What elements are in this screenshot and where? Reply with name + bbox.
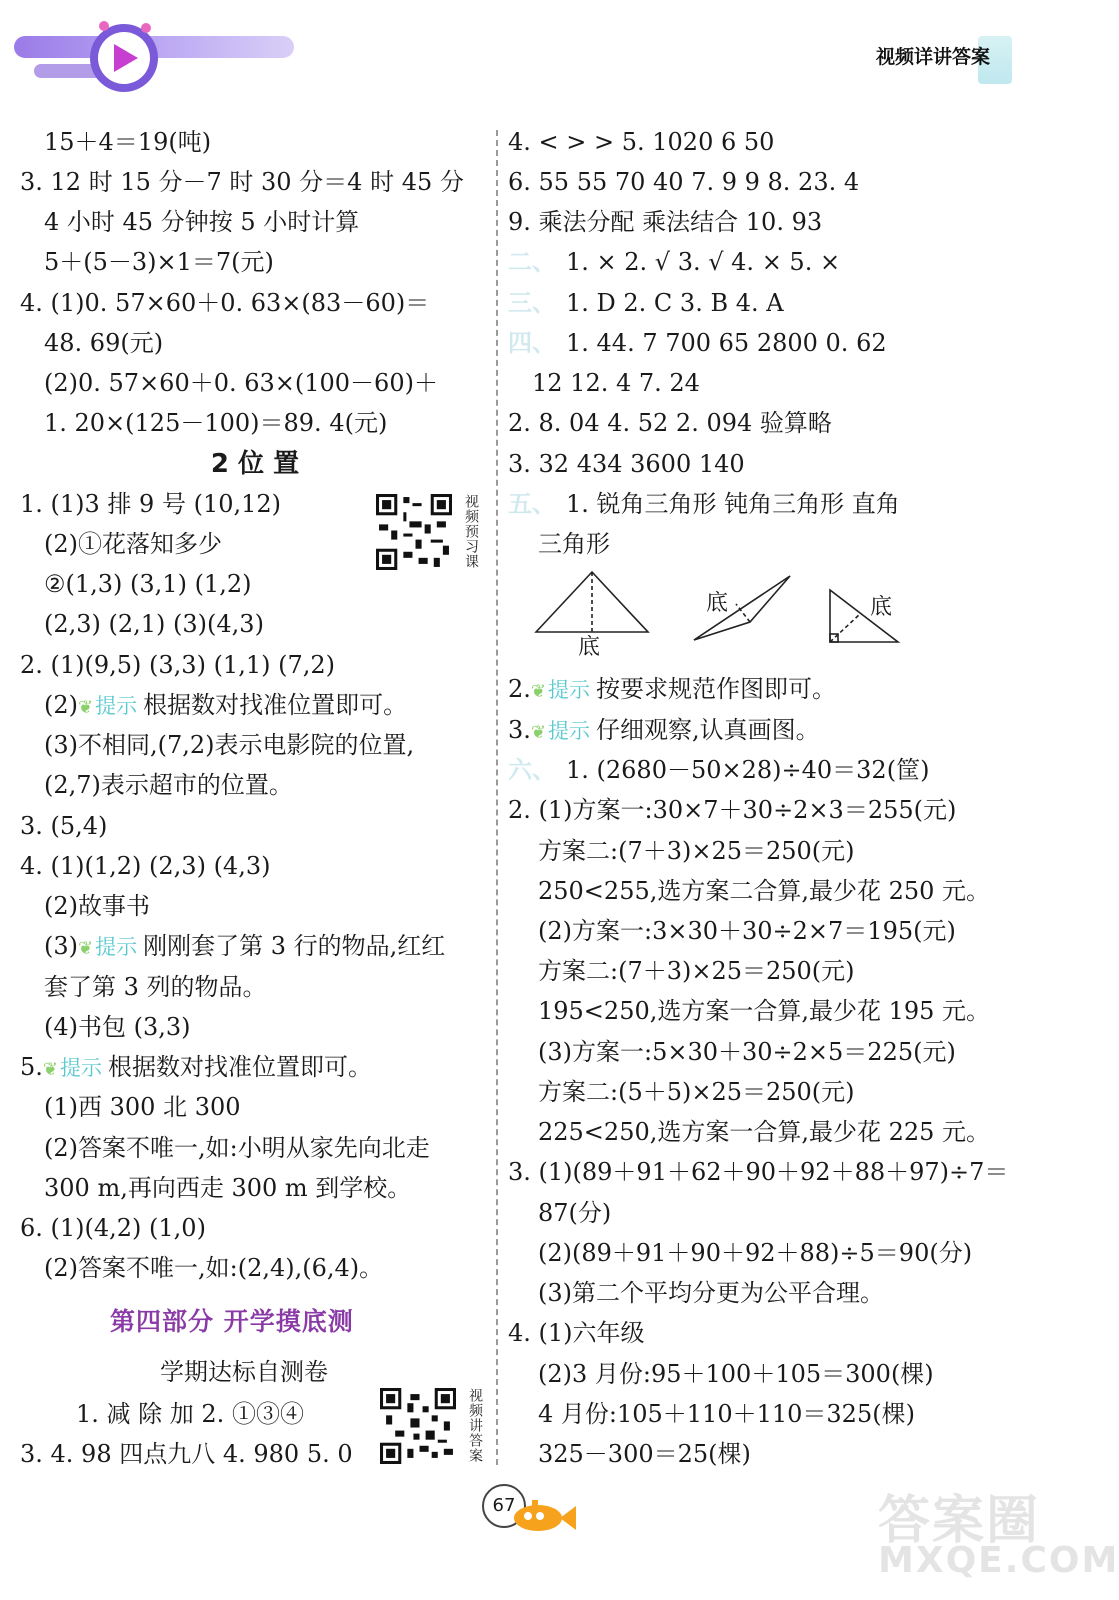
answer-line: 2. (1)(9,5) (3,3) (1,1) (7,2) xyxy=(20,651,335,679)
qr-caption: 视频讲答案 xyxy=(467,1388,483,1463)
answer-line: 3. 4. 98 四点九八 4. 980 5. 0 xyxy=(20,1440,353,1468)
answer-line: (3)第二个平均分更为公平合理。 xyxy=(538,1279,884,1307)
answer-text: 1. (2680－50×28)÷40＝32(筐) xyxy=(566,756,930,784)
answer-line: (3)不相同,(7,2)表示电影院的位置, xyxy=(44,731,415,759)
section-mark: 四、 xyxy=(508,328,556,357)
figure-label: 底 xyxy=(578,635,601,660)
answer-line: 48. 69(元) xyxy=(44,329,164,357)
answer-line: (2,3) (2,1) (3)(4,3) xyxy=(44,610,264,638)
answer-line: (1)西 300 北 300 xyxy=(44,1093,241,1121)
hint-text: 按要求规范作图即可。 xyxy=(596,675,836,703)
answer-line: 三角形 xyxy=(538,530,610,558)
qr-caption: 视频预习课 xyxy=(463,494,479,569)
answer-text: 1. × 2. √ 3. √ 4. × 5. × xyxy=(566,248,841,276)
hint-line xyxy=(20,685,407,725)
answer-line: (2)①花落知多少 xyxy=(44,530,222,558)
answer-text: 1. 44. 7 700 65 2800 0. 62 xyxy=(566,329,887,357)
hint-text: 刚刚套了第 3 行的物品,红红 xyxy=(143,932,446,960)
answer-line: (2,7)表示超市的位置。 xyxy=(44,771,293,799)
qr-code[interactable] xyxy=(376,494,452,570)
hint-label: 提示 xyxy=(548,678,590,702)
leaf-icon: ❦ xyxy=(530,722,546,743)
hint-text: 根据数对找准位置即可。 xyxy=(143,691,408,719)
hint-line xyxy=(20,1047,372,1087)
answer-line: 2. 8. 04 4. 52 2. 094 验算略 xyxy=(508,409,832,437)
answer-line: 250<255,选方案二合算,最少花 250 元。 xyxy=(538,877,991,905)
answer-line: 87(分) xyxy=(538,1199,612,1227)
hint-text: 根据数对找准位置即可。 xyxy=(108,1053,372,1081)
answer-line: (2)答案不唯一,如:小明从家先向北走 xyxy=(44,1134,430,1162)
hint-prefix: (2) xyxy=(44,691,78,719)
answer-line: 5＋(5－3)×1＝7(元) xyxy=(44,248,274,276)
answer-line: 300 m,再向西走 300 m 到学校。 xyxy=(44,1174,412,1202)
answer-line: 6. (1)(4,2) (1,0) xyxy=(20,1214,206,1242)
hint-label: 提示 xyxy=(95,694,138,718)
answer-line: (2)故事书 xyxy=(44,892,150,920)
answer-line: ②(1,3) (3,1) (1,2) xyxy=(44,570,252,598)
hint-line xyxy=(508,669,836,709)
hint-prefix: 3. xyxy=(508,716,531,744)
answer-text: 1. 锐角三角形 钝角三角形 直角 xyxy=(566,490,900,518)
answer-line: (4)书包 (3,3) xyxy=(44,1013,191,1041)
answer-line: 方案二:(7＋3)×25＝250(元) xyxy=(538,837,855,865)
qr-code[interactable] xyxy=(380,1388,456,1464)
answer-line: 9. 乘法分配 乘法结合 10. 93 xyxy=(508,208,823,236)
answer-line: 方案二:(7＋3)×25＝250(元) xyxy=(538,957,855,985)
hint-line xyxy=(20,926,445,966)
figure-label: 底 xyxy=(870,595,893,620)
section-mark: 六、 xyxy=(508,755,556,784)
answer-line: 方案二:(5＋5)×25＝250(元) xyxy=(538,1078,855,1106)
answer-line: 15＋4＝19(吨) xyxy=(44,128,212,156)
answer-line: 1. 20×(125－100)＝89. 4(元) xyxy=(44,409,388,437)
leaf-icon: ❦ xyxy=(530,681,546,702)
leaf-icon: ❦ xyxy=(42,1059,58,1080)
leaf-icon: ❦ xyxy=(78,938,94,959)
answer-line: 套了第 3 列的物品。 xyxy=(44,973,267,1001)
hint-prefix: (3) xyxy=(44,932,78,960)
answer-line: 4. (1)0. 57×60＋0. 63×(83－60)＝ xyxy=(20,289,430,317)
header-banner xyxy=(14,14,294,100)
answer-line: (2)方案一:3×30＋30÷2×7＝195(元) xyxy=(538,917,956,945)
part-title: 第四部分 开学摸底测 xyxy=(110,1307,354,1336)
answer-line: 12 12. 4 7. 24 xyxy=(532,369,700,397)
hint-prefix: 2. xyxy=(508,675,531,703)
answer-line: 3. (5,4) xyxy=(20,812,108,840)
answer-line: 4. (1)(1,2) (2,3) (4,3) xyxy=(20,852,271,880)
answer-line xyxy=(508,283,784,323)
answer-line: (2)答案不唯一,如:(2,4),(6,4)。 xyxy=(44,1254,384,1282)
figure-label: 底 xyxy=(706,591,729,616)
answer-line: 4 月份:105＋110＋110＝325(棵) xyxy=(538,1400,915,1428)
answer-line: 3. (1)(89＋91＋62＋90＋92＋88＋97)÷7＝ xyxy=(508,1158,1009,1186)
hint-line xyxy=(508,710,820,750)
answer-line: 3. 32 434 3600 140 xyxy=(508,450,745,478)
answer-line: 3. 12 时 15 分－7 时 30 分＝4 时 45 分 xyxy=(20,168,464,196)
hint-label: 提示 xyxy=(548,719,590,743)
section-mark: 二、 xyxy=(508,247,556,276)
answer-line: 1. 减 除 加 2. ①③④ xyxy=(76,1400,304,1428)
hint-label: 提示 xyxy=(60,1056,102,1080)
watermark-url: MXQE.COM xyxy=(878,1540,1119,1581)
answer-line: 4. < > > 5. 1020 6 50 xyxy=(508,128,775,156)
test-title: 学期达标自测卷 xyxy=(160,1358,328,1386)
answer-line: 4. (1)六年级 xyxy=(508,1319,645,1347)
answer-line: 6. 55 55 70 40 7. 9 9 8. 23. 4 xyxy=(508,168,860,196)
page-number: 67 xyxy=(482,1484,526,1528)
answer-line: 2. (1)方案一:30×7＋30÷2×3＝255(元) xyxy=(508,796,957,824)
answer-line: 1. (1)3 排 9 号 (10,12) xyxy=(20,490,282,518)
section-mark: 三、 xyxy=(508,288,556,317)
watermark-text: 答案圈 xyxy=(878,1491,1041,1551)
hint-text: 仔细观察,认真画图。 xyxy=(596,716,820,744)
section-title: 2 位 置 xyxy=(210,449,300,479)
answer-line: 195<250,选方案一合算,最少花 195 元。 xyxy=(538,997,991,1025)
submarine-icon xyxy=(508,1496,578,1536)
answer-line xyxy=(508,750,929,790)
header-title: 视频详讲答案 xyxy=(875,46,990,68)
column-divider xyxy=(496,130,498,1465)
answer-line xyxy=(508,323,887,363)
answer-line: 325－300＝25(棵) xyxy=(538,1440,751,1468)
answer-line: (2)(89＋91＋90＋92＋88)÷5＝90(分) xyxy=(538,1239,973,1267)
answer-text: 1. D 2. C 3. B 4. A xyxy=(566,289,784,317)
hint-label: 提示 xyxy=(95,935,138,959)
answer-line: 4 小时 45 分钟按 5 小时计算 xyxy=(44,208,360,236)
answer-line: 225<250,选方案一合算,最少花 225 元。 xyxy=(538,1118,991,1146)
hint-prefix: 5. xyxy=(20,1053,43,1081)
leaf-icon: ❦ xyxy=(78,697,94,718)
answer-line: (2)0. 57×60＋0. 63×(100－60)＋ xyxy=(44,369,438,397)
section-mark: 五、 xyxy=(508,489,556,518)
answer-line xyxy=(508,242,840,282)
answer-line: (2)3 月份:95＋100＋105＝300(棵) xyxy=(538,1360,934,1388)
answer-line xyxy=(508,484,900,524)
answer-line: (3)方案一:5×30＋30÷2×5＝225(元) xyxy=(538,1038,956,1066)
